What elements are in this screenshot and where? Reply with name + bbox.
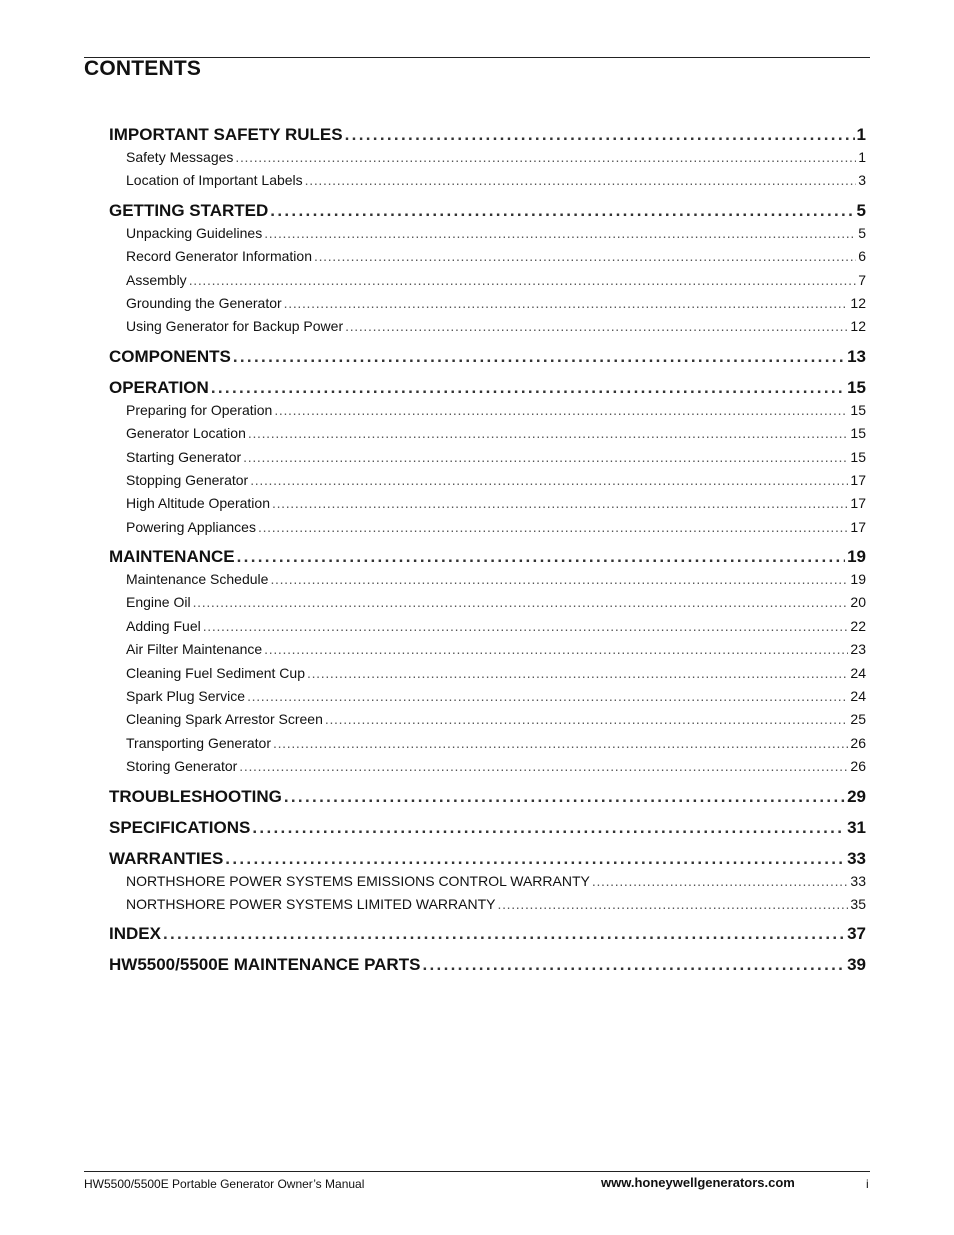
toc-dot-leader: [225, 848, 845, 870]
toc-subsection-title: Record Generator Information: [126, 248, 312, 265]
toc-subsection-title: Safety Messages: [126, 149, 234, 165]
toc-subsection-title: Location of Important Labels: [126, 172, 303, 189]
toc-subsection-title: Grounding the Generator: [126, 294, 282, 311]
toc-subsection-entry[interactable]: [109, 640, 866, 663]
toc-dot-leader: [422, 954, 845, 976]
toc-subsection-page: 23: [850, 641, 866, 658]
toc-subsection-entry[interactable]: [109, 664, 866, 687]
toc-dot-leader: [189, 271, 857, 289]
toc-subsection-page: 24: [850, 688, 866, 705]
footer-website-link[interactable]: www.honeywellgenerators.com: [601, 1175, 795, 1190]
toc-dot-leader: [307, 664, 848, 682]
toc-subsection-page: 35: [850, 895, 866, 912]
toc-subsection-entry[interactable]: [109, 448, 866, 471]
toc-subsection-title: High Altitude Operation: [126, 495, 270, 512]
toc-dot-leader: [274, 401, 848, 419]
toc-subsection-page: 3: [858, 172, 866, 189]
toc-subsection-entry[interactable]: [109, 593, 866, 616]
toc-dot-leader: [237, 546, 845, 568]
toc-dot-leader: [211, 377, 845, 399]
toc-subsection-page: 19: [850, 571, 866, 588]
table-of-contents: [109, 124, 866, 985]
toc-section-page: 33: [847, 848, 866, 868]
toc-section-title: WARRANTIES: [109, 848, 224, 868]
toc-dot-leader: [193, 593, 849, 611]
toc-section-page: 1: [856, 125, 866, 144]
toc-subsection-entry[interactable]: [109, 271, 866, 294]
toc-dot-leader: [203, 617, 849, 635]
toc-subsection-title: NORTHSHORE POWER SYSTEMS LIMITED WARRANTY: [126, 895, 496, 912]
toc-subsection-page: 24: [850, 664, 866, 681]
toc-subsection-entry[interactable]: [109, 710, 866, 733]
toc-section-title: GETTING STARTED: [109, 200, 269, 220]
toc-dot-leader: [592, 872, 849, 890]
toc-subsection-title: Spark Plug Service: [126, 688, 246, 705]
toc-subsection-title: Storing Generator: [126, 758, 238, 775]
toc-section-entry[interactable]: [109, 848, 866, 872]
toc-dot-leader: [264, 640, 848, 658]
toc-dot-leader: [314, 247, 856, 265]
toc-dot-leader: [270, 570, 848, 588]
toc-subsection-page: 15: [850, 425, 866, 442]
toc-subsection-entry[interactable]: [109, 171, 866, 194]
toc-subsection-page: 1: [858, 149, 866, 165]
toc-subsection-title: NORTHSHORE POWER SYSTEMS EMISSIONS CONTROL WARRANTY: [126, 872, 590, 889]
toc-dot-leader: [305, 171, 857, 189]
toc-section-entry[interactable]: [109, 817, 866, 848]
page-title: CONTENTS: [84, 57, 202, 80]
toc-section-page: 31: [847, 817, 866, 837]
toc-dot-leader: [264, 224, 856, 242]
toc-dot-leader: [272, 494, 848, 512]
toc-subsection-title: Transporting Generator: [126, 734, 271, 751]
toc-subsection-page: 6: [858, 248, 866, 265]
toc-dot-leader: [270, 200, 854, 222]
toc-subsection-title: Cleaning Fuel Sediment Cup: [126, 664, 305, 681]
toc-subsection-entry[interactable]: [109, 734, 866, 757]
toc-subsection-entry[interactable]: [109, 518, 866, 541]
toc-section-entry[interactable]: [109, 923, 866, 954]
toc-subsection-list: [109, 570, 866, 781]
toc-subsection-title: Generator Location: [126, 425, 246, 442]
toc-dot-leader: [163, 923, 845, 945]
toc-subsection-page: 12: [850, 318, 866, 335]
toc-subsection-title: Maintenance Schedule: [126, 571, 269, 588]
toc-subsection-page: 17: [850, 518, 866, 535]
toc-section-title: TROUBLESHOOTING: [109, 786, 282, 806]
toc-section-entry[interactable]: [109, 346, 866, 377]
toc-section-page: 19: [847, 547, 866, 567]
toc-subsection-title: Adding Fuel: [126, 617, 201, 634]
toc-subsection-page: 26: [850, 734, 866, 751]
toc-subsection-entry[interactable]: [109, 247, 866, 270]
toc-subsection-entry[interactable]: [109, 471, 866, 494]
toc-section-page: 37: [847, 924, 866, 944]
toc-section-page: 29: [847, 786, 866, 806]
toc-section-page: 39: [847, 955, 866, 975]
toc-section-entry[interactable]: [109, 200, 866, 224]
toc-subsection-entry[interactable]: [109, 687, 866, 710]
toc-subsection-list: [109, 148, 866, 195]
toc-subsection-title: Powering Appliances: [126, 518, 256, 535]
toc-subsection-title: Stopping Generator: [126, 471, 249, 488]
toc-subsection-page: 17: [850, 471, 866, 488]
toc-subsection-entry[interactable]: [109, 148, 866, 171]
footer-page-number: i: [866, 1177, 869, 1191]
toc-dot-leader: [345, 317, 848, 335]
toc-subsection-page: 15: [850, 401, 866, 418]
toc-subsection-title: Air Filter Maintenance: [126, 641, 263, 658]
toc-section-title: IMPORTANT SAFETY RULES: [109, 125, 343, 144]
toc-dot-leader: [258, 518, 848, 536]
toc-subsection-page: 20: [850, 594, 866, 611]
toc-subsection-entry[interactable]: [109, 617, 866, 640]
toc-subsection-title: Using Generator for Backup Power: [126, 318, 344, 335]
toc-dot-leader: [243, 448, 848, 466]
toc-section-title: SPECIFICATIONS: [109, 817, 251, 837]
toc-subsection-list: [109, 224, 866, 341]
toc-subsection-page: 7: [858, 271, 866, 288]
toc-section-entry[interactable]: [109, 124, 866, 148]
toc-section-title: MAINTENANCE: [109, 547, 235, 567]
toc-subsection-entry[interactable]: [109, 494, 866, 517]
toc-section-entry[interactable]: [109, 377, 866, 401]
toc-section-page: 5: [856, 200, 866, 220]
toc-dot-leader: [233, 346, 845, 368]
toc-dot-leader: [284, 294, 849, 312]
toc-subsection-title: Engine Oil: [126, 594, 191, 611]
toc-subsection-page: 12: [850, 294, 866, 311]
toc-subsection-title: Starting Generator: [126, 448, 242, 465]
footer-manual-name: HW5500/5500E Portable Generator Owner’s Manual: [84, 1177, 365, 1191]
toc-subsection-page: 15: [850, 448, 866, 465]
toc-dot-leader: [247, 687, 848, 705]
toc-dot-leader: [235, 148, 856, 166]
toc-subsection-title: Unpacking Guidelines: [126, 224, 263, 241]
toc-dot-leader: [250, 471, 848, 489]
toc-dot-leader: [239, 757, 848, 775]
toc-subsection-entry[interactable]: [109, 570, 866, 593]
toc-dot-leader: [273, 734, 848, 752]
toc-subsection-entry[interactable]: [109, 424, 866, 447]
toc-section-page: 13: [847, 346, 866, 366]
toc-dot-leader: [497, 895, 848, 913]
toc-subsection-page: 22: [850, 617, 866, 634]
toc-subsection-entry[interactable]: [109, 401, 866, 424]
toc-subsection-title: Cleaning Spark Arrestor Screen: [126, 711, 323, 728]
toc-subsection-page: 33: [850, 872, 866, 889]
top-rule: [84, 57, 870, 58]
toc-subsection-page: 25: [850, 711, 866, 728]
toc-dot-leader: [252, 817, 845, 839]
toc-subsection-page: 5: [858, 224, 866, 241]
toc-subsection-page: 26: [850, 758, 866, 775]
toc-subsection-entry[interactable]: [109, 294, 866, 317]
toc-dot-leader: [345, 124, 855, 146]
toc-section-title: OPERATION: [109, 377, 209, 397]
footer-rule: [84, 1171, 870, 1172]
toc-section-entry[interactable]: [109, 546, 866, 570]
toc-subsection-entry[interactable]: [109, 757, 866, 780]
toc-dot-leader: [248, 424, 849, 442]
toc-section-title: INDEX: [109, 924, 161, 944]
toc-section-title: COMPONENTS: [109, 346, 231, 366]
toc-section-page: 15: [847, 377, 866, 397]
toc-subsection-list: [109, 401, 866, 541]
toc-dot-leader: [325, 710, 849, 728]
toc-subsection-list: [109, 872, 866, 919]
toc-dot-leader: [284, 786, 845, 808]
toc-subsection-title: Assembly: [126, 271, 187, 288]
toc-section-title: HW5500/5500E MAINTENANCE PARTS: [109, 955, 421, 975]
toc-subsection-title: Preparing for Operation: [126, 401, 273, 418]
toc-subsection-entry[interactable]: [109, 224, 866, 247]
toc-subsection-entry[interactable]: [109, 895, 866, 918]
toc-section-entry[interactable]: [109, 954, 866, 985]
toc-subsection-entry[interactable]: [109, 317, 866, 340]
toc-subsection-page: 17: [850, 495, 866, 512]
toc-subsection-entry[interactable]: [109, 872, 866, 895]
toc-section-entry[interactable]: [109, 786, 866, 817]
